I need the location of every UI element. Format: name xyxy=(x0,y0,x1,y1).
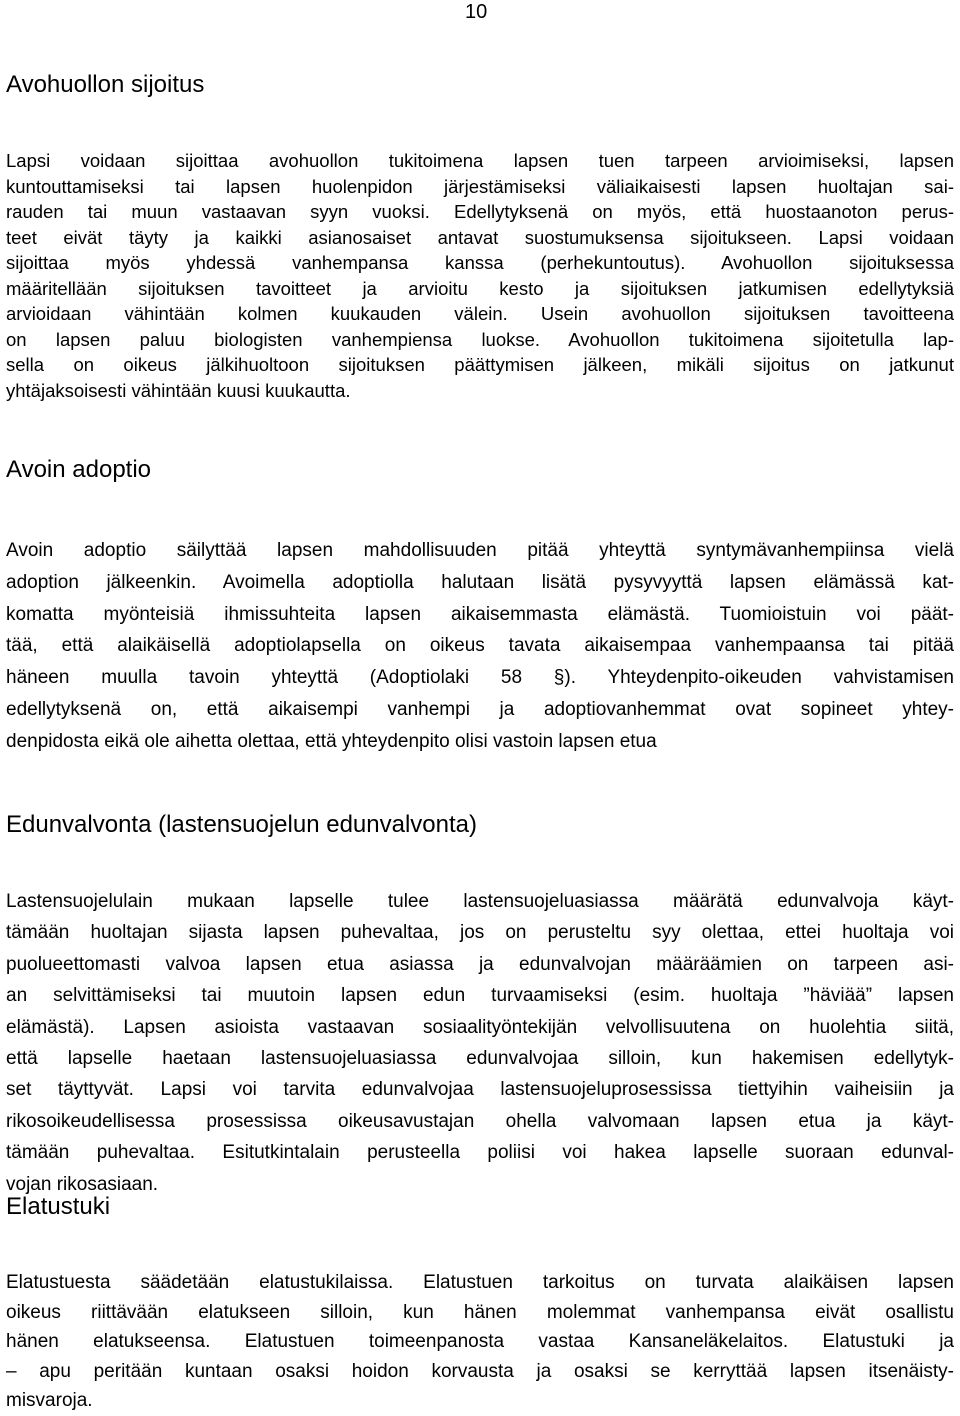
text-line: rikosoikeudellisessa prosessissa oikeusavustajan ohella valvomaan lapsen etua ja käyt- xyxy=(6,1110,954,1132)
text-line: kuntouttamiseksi tai lapsen huolenpidon järjestämiseksi väliaikaisesti lapsen huoltajan sai- xyxy=(6,175,954,197)
text-line: hänen elatukseensa. Elatustuen toimeenpanosta vastaa Kansaneläkelaitos. Elatustuki ja xyxy=(6,1331,954,1352)
text-line: sijoittaa myös yhdessä vanhempansa kanssa (perhekuntoutus). Avohuollon sijoituksessa xyxy=(6,252,954,273)
section-paragraph xyxy=(6,148,954,403)
text-line: set täyttyvät. Lapsi voi tarvita edunvalvojaa lastensuojeluprosessissa tiettyihin vaiheisiin ja xyxy=(6,1079,954,1101)
text-line: sella on oikeus jälkihuoltoon sijoituksen päättymisen jälkeen, mikäli sijoitus on jatkunut xyxy=(6,354,954,375)
text-line: että lapselle haetaan lastensuojeluasiassa edunvalvojaa silloin, kun hakemisen edellytyk- xyxy=(6,1048,954,1070)
section-heading: Edunvalvonta (lastensuojelun edunvalvonta) xyxy=(6,811,477,838)
text-line: an selvittämiseksi tai muutoin lapsen edun turvaamiseksi (esim. huoltaja ”häviää” lapsen xyxy=(6,985,954,1007)
text-line: adoption jälkeenkin. Avoimella adoptiolla halutaan lisätä pysyvyyttä lapsen elämässä kat- xyxy=(6,571,954,593)
text-line: elämästä). Lapsen asioista vastaavan sosiaalityöntekijän velvollisuutena on huolehtia siitä, xyxy=(6,1016,954,1038)
text-line: vojan rikosasiaan. xyxy=(6,1173,159,1195)
text-line: edellytyksenä on, että aikaisempi vanhempi ja adoptiovanhemmat ovat sopineet yhtey- xyxy=(6,698,954,720)
text-line: – apu peritään kuntaan osaksi hoidon korvausta ja osaksi se kerryttää lapsen itsenäisty- xyxy=(6,1360,954,1382)
section-edunvalvonta xyxy=(6,810,954,1200)
text-line: Avoin adoptio säilyttää lapsen mahdollisuuden pitää yhteyttä syntymävanhempiinsa vielä xyxy=(6,540,954,561)
text-line: rauden tai muun vastaavan syyn vuoksi. Edellytyksenä on myös, että huostaanoton perus- xyxy=(6,201,954,222)
section-paragraph xyxy=(6,886,954,1200)
text-line: misvaroja. xyxy=(6,1390,93,1411)
text-line: yhtäjaksoisesti vähintään kuusi kuukautta. xyxy=(6,379,351,401)
section-heading: Avohuollon sijoitus xyxy=(6,71,205,98)
section-heading: Avoin adoptio xyxy=(6,456,152,483)
text-line: komatta myönteisiä ihmissuhteita lapsen aikaisemmasta elämästä. Tuomioistuin voi päät- xyxy=(6,603,954,625)
text-line: oikeus riittävään elatukseen silloin, kun hänen molemmat vanhempansa eivät osallistu xyxy=(6,1301,954,1323)
text-line: teet eivät täyty ja kaikki asianosaiset antavat suostumuksensa sijoitukseen. Lapsi voidaan xyxy=(6,226,954,248)
section-paragraph xyxy=(6,1268,954,1416)
text-line: tämään puhevaltaa. Esitutkintalain perusteella poliisi voi hakea lapselle suoraan edunval- xyxy=(6,1142,954,1164)
text-line: on lapsen paluu biologisten vanhempiensa luokse. Avohuollon tukitoimena sijoitetulla lap- xyxy=(6,328,954,350)
text-line: Lastensuojelulain mukaan lapselle tulee lastensuojeluasiassa määrätä edunvalvoja käyt- xyxy=(6,891,954,912)
text-line: denpidosta eikä ole aihetta olettaa, että yhteydenpito olisi vastoin lapsen etua xyxy=(6,730,657,752)
section-avohuollon-sijoitus xyxy=(6,70,954,403)
text-line: puolueettomasti valvoa lapsen etua asiassa ja edunvalvojan määräämien on tarpeen asi- xyxy=(6,953,954,975)
text-line: tämään huoltajan sijasta lapsen puhevaltaa, jos on perusteltu syy olettaa, ettei huoltaja voi xyxy=(6,922,954,944)
text-line: määritellään sijoituksen tavoitteet ja arvioitu kesto ja sijoituksen jatkumisen edellytyksiä xyxy=(6,277,954,299)
text-line: Elatustuesta säädetään elatustukilaissa. Elatustuen tarkoitus on turvata alaikäisen lapsen xyxy=(6,1272,954,1293)
text-line: arvioidaan vähintään kolmen kuukauden välein. Usein avohuollon sijoituksen tavoitteena xyxy=(6,303,954,324)
text-line: Lapsi voidaan sijoittaa avohuollon tukitoimena lapsen tuen tarpeen arvioimiseksi, lapsen xyxy=(6,150,954,171)
section-paragraph xyxy=(6,535,954,758)
section-elatustuki xyxy=(6,1192,954,1416)
page-number: 10 xyxy=(465,1,488,23)
text-line: häneen muulla tavoin yhteyttä (Adoptiolaki 58 §). Yhteydenpito-oikeuden vahvistamisen xyxy=(6,667,954,689)
text-line: tää, että alaikäisellä adoptiolapsella on oikeus tavata aikaisempaa vanhempaansa tai pitää xyxy=(6,635,954,657)
section-avoin-adoptio xyxy=(6,455,954,758)
section-heading: Elatustuki xyxy=(6,1193,111,1220)
